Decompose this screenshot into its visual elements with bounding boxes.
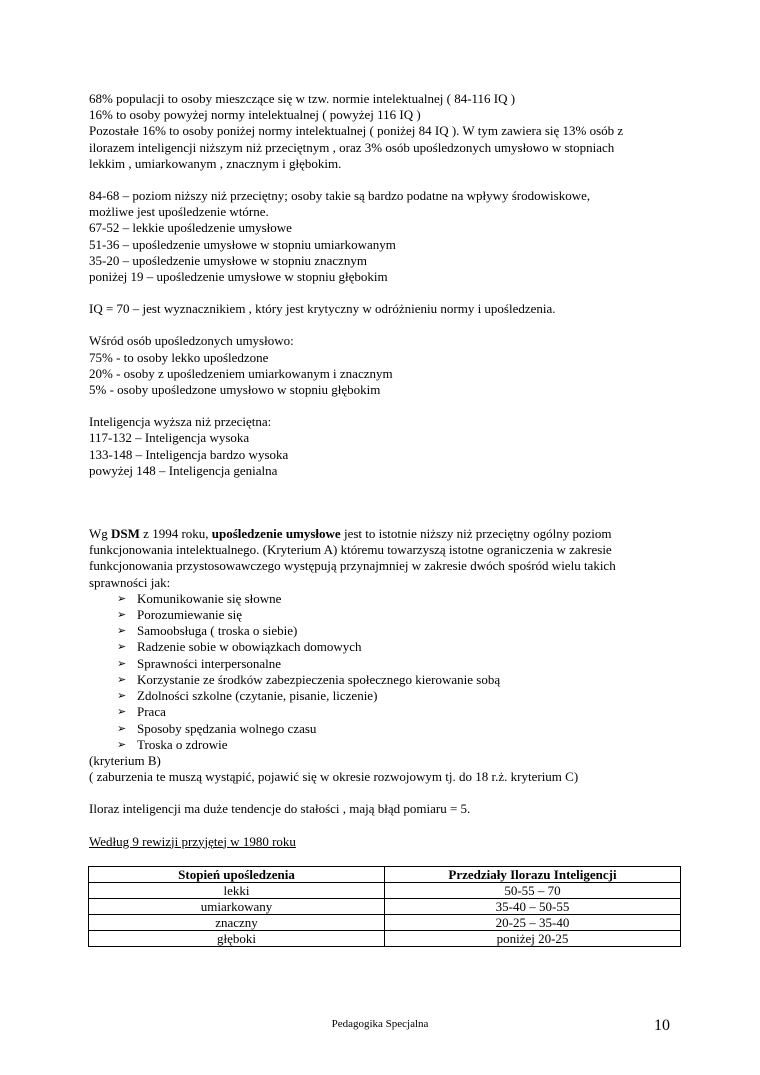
table-cell: 35-40 – 50-55 [385,899,681,915]
text-line: ( zaburzenia te muszą wystąpić, pojawić się w okresie rozwojowym tj. do 18 r.ż. kryterium C) [89,769,579,785]
list-item [89,672,679,688]
iq-ranges-paragraph [89,188,679,285]
table-row [89,883,681,899]
arrowhead-bullet-icon: ➢ [117,591,127,605]
arrowhead-bullet-icon: ➢ [117,689,127,703]
table-cell: 20-25 – 35-40 [385,915,681,931]
list-item-text: Sposoby spędzania wolnego czasu [137,720,317,736]
list-item [89,737,679,753]
list-item-text: Radzenie sobie w obowiązkach domowych [137,639,362,655]
text-line [89,526,679,542]
text-line: 84-68 – poziom niższy niż przeciętny; osoby takie są bardzo podatne na wpływy środowiskowe, [89,188,591,204]
text-line: 68% populacji to osoby mieszczące się w tzw. normie intelektualnej ( 84-116 IQ ) [89,91,516,106]
arrowhead-bullet-icon: ➢ [117,640,127,654]
text-line: funkcjonowania przystosowawczego występują przynajmniej w zakresie dwóch spośród wielu takich [89,558,616,574]
arrowhead-bullet-icon: ➢ [117,721,127,735]
text-line: poniżej 19 – upośledzenie umysłowe w stopniu głębokim [89,269,388,285]
text-line: powyżej 148 – Inteligencja genialna [89,462,278,478]
list-item-text: Samoobsługa ( troska o siebie) [137,623,298,639]
population-paragraph [89,91,679,172]
table-cell: lekki [89,883,385,899]
table-header-cell: Stopień upośledzenia [89,867,385,883]
text-line: (kryterium B) [89,752,161,768]
arrowhead-bullet-icon: ➢ [117,705,127,719]
list-item-text: Korzystanie ze środków zabezpieczenia społecznego kierowanie sobą [137,671,501,687]
table-header-row [89,867,681,883]
page-number: 10 [654,1017,670,1034]
arrowhead-bullet-icon: ➢ [117,737,127,751]
text-line: ilorazem inteligencji niższym niż przeciętnym , oraz 3% osób upośledzonych umysłowo w stopniach [89,139,615,155]
text-line: Pozostałe 16% to osoby poniżej normy intelektualnej ( poniżej 84 IQ ). W tym zawiera się 13% osób z [89,123,624,139]
iq-ranges-table [88,866,681,947]
text-line: 16% to osoby powyżej normy intelektualnej ( powyżej 116 IQ ) [89,107,421,123]
table-row [89,931,681,947]
list-item-text: Porozumiewanie się [137,607,243,623]
list-item-text: Praca [137,704,166,720]
page-footer: Pedagogika Specjalna [331,1018,429,1030]
text-run: z 1994 roku, [139,526,212,542]
defined-term: upośledzenie umysłowe [211,526,341,542]
list-item [89,688,679,704]
text-line: możliwe jest upośledzenie wtórne. [89,204,269,220]
table-cell: poniżej 20-25 [385,931,681,947]
distribution-paragraph [89,333,679,398]
text-line: 51-36 – upośledzenie umysłowe w stopniu umiarkowanym [89,236,396,252]
table-cell: głęboki [89,931,385,947]
dsm-term: DSM [111,526,140,542]
page-body [89,91,679,850]
text-line: lekkim , umiarkowanym , znacznym i głębokim. [89,155,342,171]
list-item [89,639,679,655]
list-item [89,704,679,720]
table-cell: znaczny [89,915,385,931]
list-item [89,591,679,607]
text-line: 133-148 – Inteligencja bardzo wysoka [89,446,289,462]
text-line: 117-132 – Inteligencja wysoka [89,430,250,446]
list-item [89,721,679,737]
text-line: 75% - to osoby lekko upośledzone [89,349,269,365]
text-run: jest to istotnie niższy niż przeciętny ogólny poziom [340,526,612,542]
stability-paragraph: Iloraz inteligencji ma duże tendencje do stałości , mają błąd pomiaru = 5. [89,801,471,817]
arrowhead-bullet-icon: ➢ [117,656,127,670]
table-header-cell: Przedziały Ilorazu Inteligencji [385,867,681,883]
text-line: 67-52 – lekkie upośledzenie umysłowe [89,220,292,236]
list-item-text: Komunikowanie się słowne [137,590,282,606]
list-item [89,623,679,639]
text-line: funkcjonowania intelektualnego. (Kryterium A) któremu towarzyszą istotne ograniczenia w zakresie [89,542,612,558]
text-line: 20% - osoby z upośledzeniem umiarkowanym i znacznym [89,365,393,381]
text-run: Wg [89,526,112,542]
list-item-text: Sprawności interpersonalne [137,655,282,671]
list-item [89,607,679,623]
table-cell: 50-55 – 70 [385,883,681,899]
table-row [89,899,681,915]
arrowhead-bullet-icon: ➢ [117,672,127,686]
arrowhead-bullet-icon: ➢ [117,608,127,622]
list-item [89,656,679,672]
list-item-text: Zdolności szkolne (czytanie, pisanie, liczenie) [137,688,378,704]
revision-heading: Według 9 rewizji przyjętej w 1980 roku [89,833,296,849]
text-line: 35-20 – upośledzenie umysłowe w stopniu znacznym [89,252,367,268]
criteria-bullet-list [89,591,679,753]
high-intelligence-paragraph [89,414,679,479]
list-item-text: Troska o zdrowie [137,736,228,752]
text-line: 5% - osoby upośledzone umysłowo w stopniu głębokim [89,382,381,398]
text-line: sprawności jak: [89,574,171,590]
arrowhead-bullet-icon: ➢ [117,624,127,638]
dsm-paragraph [89,526,679,785]
iq70-paragraph: IQ = 70 – jest wyznacznikiem , który jest krytyczny w odróżnieniu normy i upośledzenia. [89,301,556,317]
table-cell: umiarkowany [89,899,385,915]
table-row [89,915,681,931]
text-line: Inteligencja wyższa niż przeciętna: [89,414,272,430]
text-line: Wśród osób upośledzonych umysłowo: [89,333,294,349]
